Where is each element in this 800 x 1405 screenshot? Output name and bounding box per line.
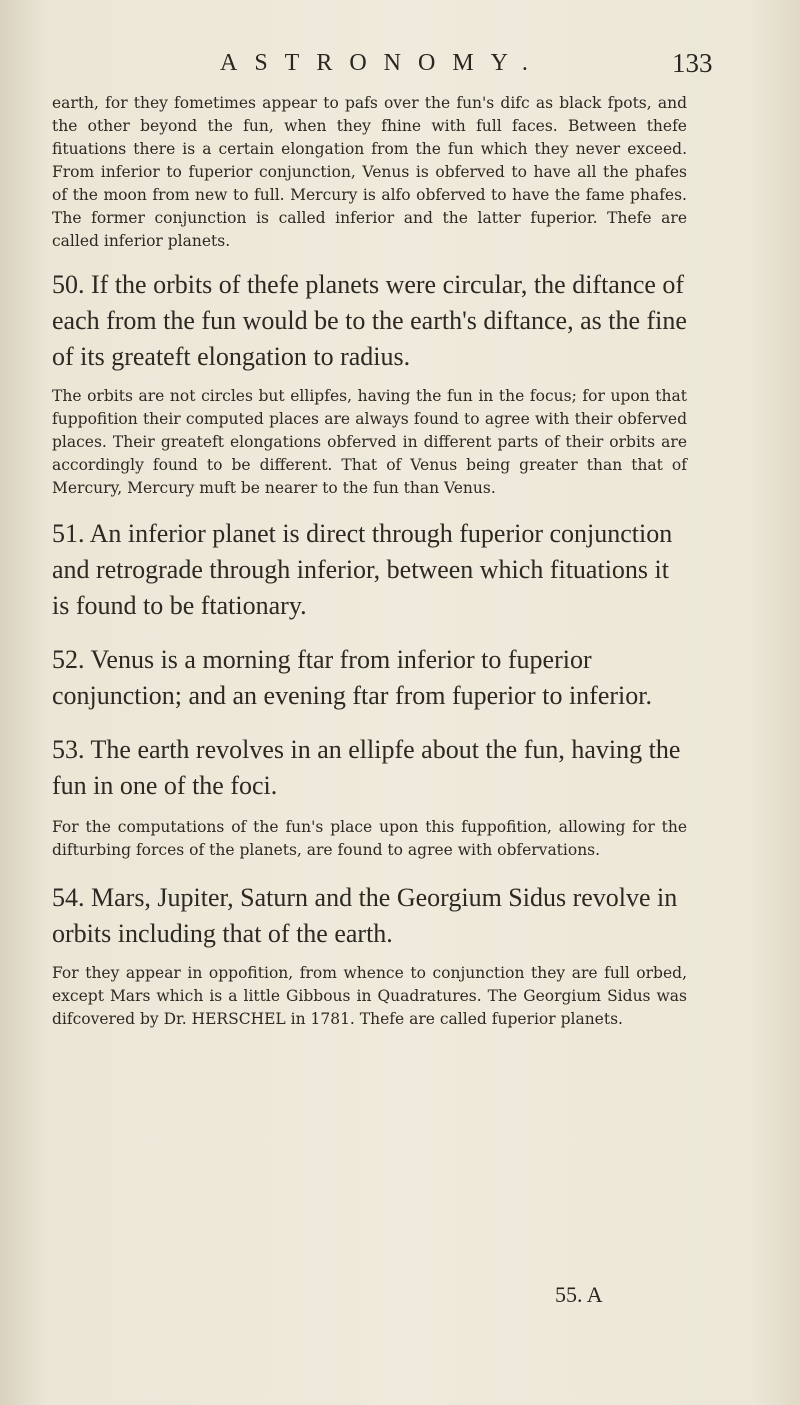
- running-head: ASTRONOMY.: [220, 50, 545, 76]
- proposition-53-note: For the computations of the fun's place upon this fuppofition, allowing for the difturbing forces of the planets, are found to agree with obfervations.: [52, 818, 687, 859]
- proposition-54-note: For they appear in oppofition, from whence to conjunction they are full orbed, except Mars which is a little Gibbous in Quadratures. The Georgium Sidus was difcovered by Dr. HERSCHEL in 1781. Thefe are called fuperior planets.: [52, 964, 687, 1028]
- proposition-51: 51. An inferior planet is direct through fuperior conjunction and retrograde through inferior, between which fituations it is found to be ftationary.: [52, 519, 673, 620]
- proposition-50: 50. If the orbits of thefe planets were circular, the diftance of each from the fun would be to the earth's diftance, as the fine of its greateft elongation to radius.: [52, 270, 687, 371]
- proposition-53: 53. The earth revolves in an ellipfe about the fun, having the fun in one of the foci.: [52, 735, 681, 800]
- proposition-54: 54. Mars, Jupiter, Saturn and the Georgium Sidus revolve in orbits including that of the earth.: [52, 883, 678, 948]
- intro-paragraph: earth, for they fometimes appear to pafs over the fun's difc as black fpots, and the other beyond the fun, when they fhine with full faces. Between thefe fituations there is a certain elongation from the fun which they never exceed. From inferior to fuperior conjunction, Venus is obferved to have all the phafes of the moon from new to full. Mercury is alfo obferved to have the fame phafes. The former conjunction is called inferior and the latter fuperior. Thefe are called inferior planets.: [52, 94, 687, 250]
- page-body: [52, 92, 687, 1031]
- proposition-52: 52. Venus is a morning ftar from inferior to fuperior conjunction; and an evening ftar from fuperior to inferior.: [52, 645, 652, 710]
- page-number: 133: [672, 48, 713, 78]
- catchword: 55. A: [555, 1282, 603, 1307]
- page-header: [0, 48, 800, 88]
- proposition-50-note: The orbits are not circles but ellipfes, having the fun in the focus; for upon that fuppofition their computed places are always found to agree with their obferved places. Their greateft elongations obferved in different parts of their orbits are accordingly found to be different. That of Venus being greater than that of Mercury, Mercury muft be nearer to the fun than Venus.: [52, 387, 687, 497]
